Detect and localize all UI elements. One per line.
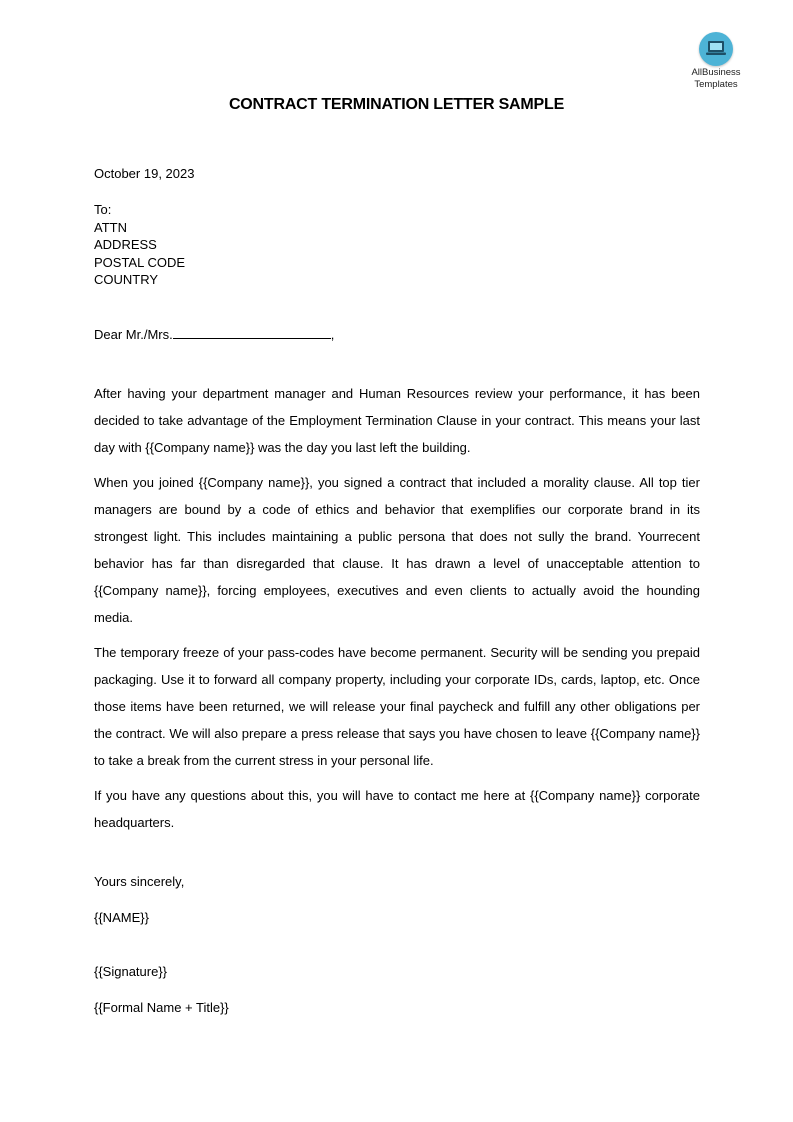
- address-attn: ATTN: [94, 219, 127, 235]
- body-paragraph: If you have any questions about this, you will have to contact me here at {{Company name}} corporate headquarters.: [94, 788, 700, 830]
- sender-signature: {{Signature}}: [94, 964, 168, 979]
- logo-text-line1: AllBusiness: [691, 67, 741, 78]
- address-line: ADDRESS: [94, 237, 157, 253]
- salutation-suffix: ,: [330, 327, 335, 342]
- sender-name: {{NAME}}: [94, 910, 149, 925]
- laptop-icon: [699, 32, 733, 66]
- letter-body: [94, 380, 700, 844]
- sender-formal-title: {{Formal Name + Title}}: [94, 1000, 229, 1015]
- address-postal: POSTAL CODE: [94, 254, 186, 270]
- closing: Yours sincerely,: [94, 874, 185, 889]
- salutation-prefix: Dear Mr./Mrs.: [94, 327, 173, 342]
- salutation: [94, 326, 700, 342]
- name-blank-line: [173, 326, 331, 339]
- logo-text-line2: Templates: [694, 79, 738, 90]
- document-title: CONTRACT TERMINATION LETTER SAMPLE: [228, 96, 565, 113]
- address-country: COUNTRY: [94, 272, 159, 288]
- body-paragraph: The temporary freeze of your pass-codes have become permanent. Security will be sending you prepaid packaging. Use it to forward all company property, including your corporate IDs, cards, laptop, etc. Once those items have been returned, we will release your final paycheck and fulfill any other obligations per the contract. We will also prepare a press release that says you have chosen to leave {{Company name}} to take a break from the current stress in your personal life.: [94, 645, 700, 768]
- letter-date: October 19, 2023: [94, 166, 195, 181]
- body-paragraph: After having your department manager and Human Resources review your performance, it has been decided to take advantage of the Employment Termination Clause in your contract. This means your last day with {{Company name}} was the day you last left the building.: [94, 386, 700, 455]
- recipient-address: [94, 201, 700, 289]
- body-paragraph: When you joined {{Company name}}, you signed a contract that included a morality clause. All top tier managers are bound by a code of ethics and behavior that exemplifies our corporate brand in its strongest light. This includes maintaining a public persona that does not sully the brand. Yourrecent behavior has far than disregarded that clause. It has drawn a level of unacceptable attention to {{Company name}}, forcing employees, executives and even clients to actually avoid the hounding media.: [94, 475, 700, 625]
- address-to: To:: [94, 202, 112, 217]
- brand-logo: [685, 32, 747, 90]
